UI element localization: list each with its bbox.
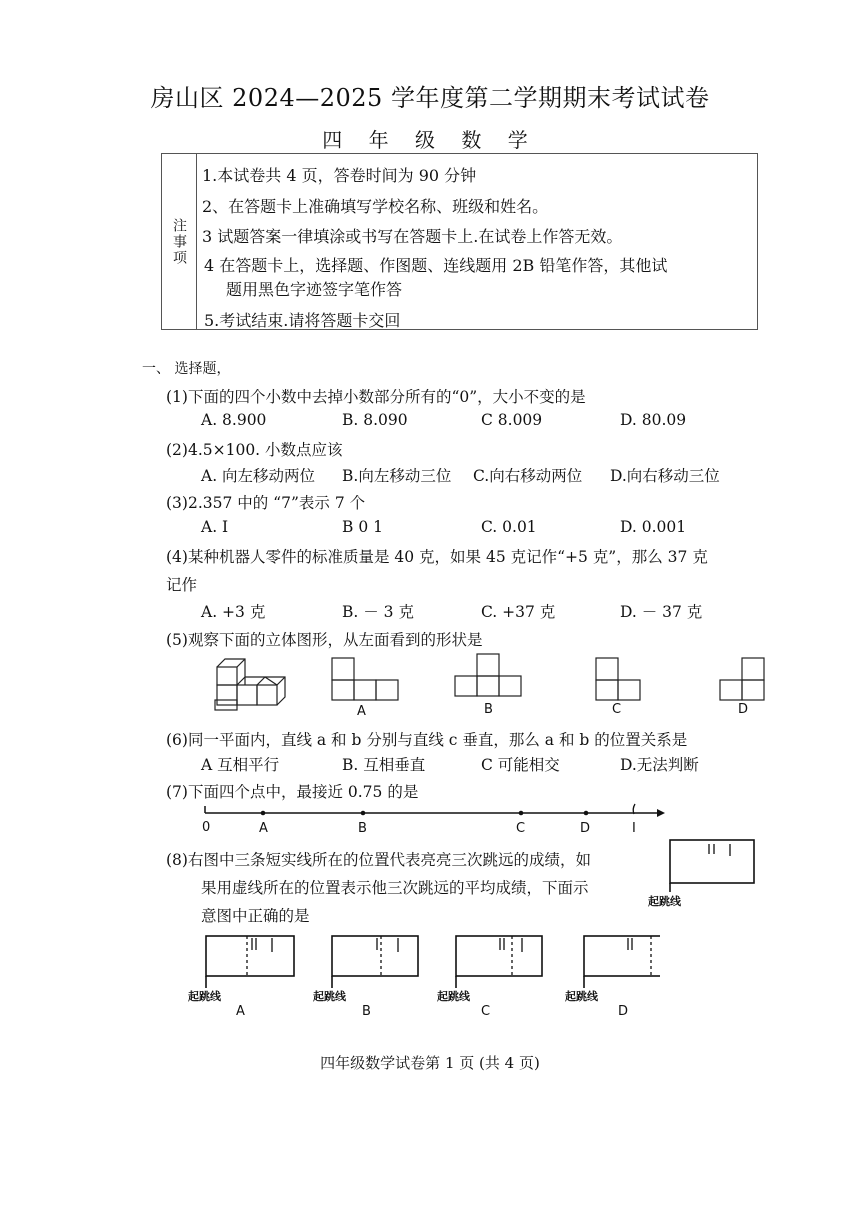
start-line-label-c: 起跳线 (437, 990, 470, 1003)
q4-stem-cont: 记作 (166, 576, 198, 594)
q8-stem-cont2: 意图中正确的是 (201, 907, 310, 925)
page-footer: 四年级数学试卷第 1 页 (共 4 页) (320, 1054, 540, 1072)
axis-label-0: 0 (202, 820, 211, 835)
axis-label-b: B (358, 821, 367, 836)
notice-item-1: 1.本试卷共 4 页，答卷时间为 90 分钟 (202, 166, 477, 185)
q3-option-d: D. 0.001 (620, 518, 687, 536)
q2-option-a: A. 向左移动两位 (201, 467, 316, 485)
notice-box (161, 153, 758, 330)
q6-option-d: D.无法判断 (620, 756, 699, 774)
q4-option-c: C. +37 克 (481, 603, 556, 621)
q3-stem: (3)2.357 中的 “7”表示 7 个 (166, 494, 366, 512)
q3-option-b: B 0 1 (342, 518, 383, 536)
q5-label-b: B (484, 702, 493, 717)
section-title: 一、 选择题， (142, 361, 231, 377)
option-c-figure (596, 658, 640, 700)
q8-label-b: B (362, 1004, 371, 1019)
q5-label-a: A (357, 704, 366, 719)
q8-label-d: D (618, 1004, 629, 1019)
q4-option-a: A. +3 克 (201, 603, 266, 621)
notice-item-4: 4 在答题卡上，选择题、作图题、连线题用 2B 铅笔作答，其他试 (204, 256, 668, 275)
jump-option-c (456, 936, 542, 988)
point-a (261, 811, 266, 816)
q1-option-b: B. 8.090 (342, 411, 408, 429)
notice-item-4-cont: 题用黑色字迹签字笔作答 (226, 280, 403, 299)
start-line-label-d: 起跳线 (565, 990, 598, 1003)
q6-option-b: B. 互相垂直 (342, 756, 426, 774)
axis-label-c: C (516, 821, 526, 836)
q6-option-a: A 互相平行 (201, 756, 280, 774)
jump-option-d (584, 936, 660, 988)
notice-side-label: 注事项 (162, 154, 197, 329)
q1-option-a: A. 8.900 (201, 411, 267, 429)
q8-label-a: A (236, 1004, 245, 1019)
option-d-figure (720, 658, 764, 700)
notice-item-5: 5.考试结束.请将答题卡交回 (204, 311, 401, 330)
point-d (584, 811, 589, 816)
cube-stack-figure (215, 659, 285, 710)
q3-option-c: C. 0.01 (481, 518, 537, 536)
start-line-label-ref: 起跳线 (648, 895, 681, 908)
q4-option-b: B. － 3 克 (342, 603, 414, 621)
jump-option-b (332, 936, 418, 988)
start-line-label-b: 起跳线 (313, 990, 346, 1003)
q2-stem: (2)4.5×100. 小数点应该 (166, 441, 343, 459)
q6-stem: (6)同一平面内，直线 a 和 b 分别与直线 c 垂直，那么 a 和 b 的位置关系是 (166, 731, 688, 749)
axis-label-a: A (259, 821, 268, 836)
q8-label-c: C (481, 1004, 491, 1019)
option-b-figure (455, 654, 521, 696)
q1-option-d: D. 80.09 (620, 411, 687, 429)
point-c (519, 811, 524, 816)
point-b (361, 811, 366, 816)
q2-option-c: C.向右移动两位 (473, 467, 583, 485)
q4-stem: (4)某种机器人零件的标准质量是 40 克，如果 45 克记作“+5 克”，那么 37 克 (166, 548, 708, 566)
q2-option-b: B.向左移动三位 (342, 467, 452, 485)
q1-stem: (1)下面的四个小数中去掉小数部分所有的“0”，大小不变的是 (166, 388, 586, 406)
notice-item-3: 3 试题答案一律填涂或书写在答题卡上.在试卷上作答无效。 (202, 227, 623, 246)
jump-reference-figure (660, 834, 760, 894)
q8-stem: (8)右图中三条短实线所在的位置代表亮亮三次跳远的成绩，如 (166, 851, 591, 869)
start-line-label-a: 起跳线 (188, 990, 221, 1003)
q2-option-d: D.向右移动三位 (610, 467, 720, 485)
q6-option-c: C 可能相交 (481, 756, 560, 774)
jump-option-a (206, 936, 294, 988)
notice-item-2: 2、在答题卡上准确填写学校名称、班级和姓名。 (202, 197, 549, 216)
q8-stem-cont1: 果用虚线所在的位置表示他三次跳远的平均成绩，下面示 (201, 879, 589, 897)
q7-stem: (7)下面四个点中，最接近 0.75 的是 (166, 783, 419, 801)
q4-option-d: D. － 37 克 (620, 603, 703, 621)
jump-options-figures (190, 928, 660, 988)
q3-option-a: A. I (201, 518, 229, 536)
q1-option-c: C 8.009 (481, 411, 543, 429)
q5-stem: (5)观察下面的立体图形，从左面看到的形状是 (166, 631, 483, 649)
q5-label-c: C (612, 702, 622, 717)
exam-subtitle: 四 年 级 数 学 (322, 128, 538, 152)
q5-label-d: D (738, 702, 749, 717)
option-a-figure (332, 658, 398, 700)
axis-label-1: I (632, 821, 636, 836)
exam-title: 房山区 2024—2025 学年度第二学期期末考试试卷 (150, 84, 710, 112)
axis-label-d: D (580, 821, 591, 836)
